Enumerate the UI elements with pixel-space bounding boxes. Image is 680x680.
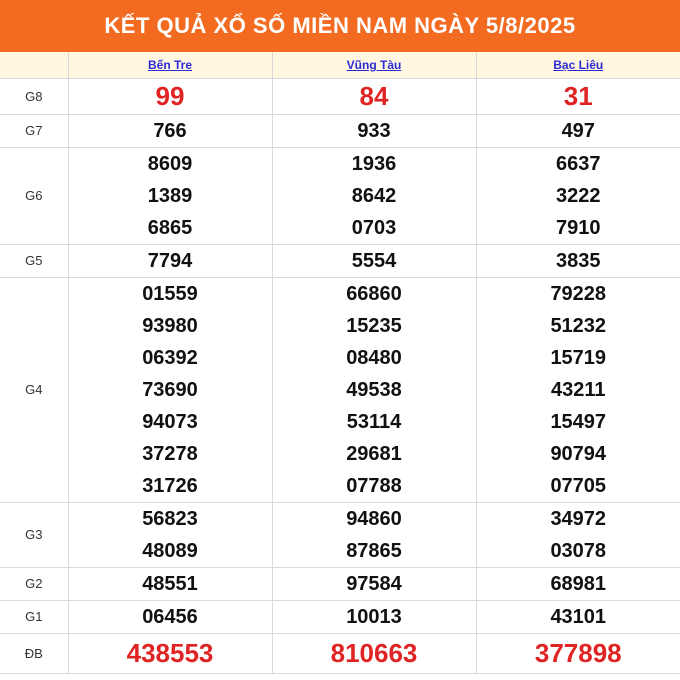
result-number: 07705 (550, 474, 607, 497)
result-number: 29681 (346, 442, 402, 465)
result-number: 99 (155, 81, 185, 111)
special-prize-number: 810663 (330, 638, 418, 668)
result-cell (476, 114, 680, 147)
province-header (476, 52, 680, 78)
page-title: KẾT QUẢ XỔ SỐ MIỀN NAM NGÀY 5/8/2025 (0, 0, 680, 52)
result-number: 7910 (556, 216, 601, 239)
result-number: 933 (357, 119, 391, 142)
result-cell (68, 567, 272, 600)
result-number: 1389 (147, 184, 193, 207)
result-cell (476, 600, 680, 633)
result-cell (68, 244, 272, 277)
result-cell (68, 502, 272, 567)
result-number: 07788 (346, 474, 402, 497)
result-number: 08480 (346, 346, 402, 369)
result-number: 5554 (351, 249, 397, 272)
prize-label: G6 (0, 147, 68, 244)
prize-label: G7 (0, 114, 68, 147)
result-cell (476, 277, 680, 502)
result-number: 03078 (550, 539, 607, 562)
result-number: 51232 (550, 314, 607, 337)
result-number: 79228 (550, 282, 607, 305)
prize-row-special (0, 633, 680, 673)
result-number: 93980 (142, 314, 198, 337)
special-prize-number: 377898 (534, 638, 622, 668)
result-number: 48089 (142, 539, 198, 562)
result-cell (68, 147, 272, 244)
result-number: 43211 (550, 378, 606, 401)
result-cell (476, 147, 680, 244)
result-cell (272, 147, 476, 244)
prize-row-g6 (0, 147, 680, 244)
result-cell (68, 78, 272, 114)
prize-row-g5 (0, 244, 680, 277)
result-number: 0703 (351, 216, 397, 239)
result-number: 97584 (346, 572, 402, 595)
result-number: 87865 (346, 539, 402, 562)
prize-label: G2 (0, 567, 68, 600)
result-number: 66860 (346, 282, 402, 305)
result-cell (272, 567, 476, 600)
prize-label: G1 (0, 600, 68, 633)
result-cell (476, 502, 680, 567)
result-number: 1936 (351, 152, 397, 175)
result-cell (476, 633, 680, 673)
result-number: 3222 (556, 184, 601, 207)
prize-row-g3 (0, 502, 680, 567)
prize-label: G5 (0, 244, 68, 277)
result-number: 766 (153, 119, 187, 142)
result-number: 94073 (142, 410, 198, 433)
province-link[interactable]: Vũng Tàu (346, 57, 402, 72)
province-header-row (0, 52, 680, 78)
prize-row-g2 (0, 567, 680, 600)
province-link[interactable]: Bạc Liêu (553, 57, 604, 72)
prize-label: ĐB (0, 633, 68, 673)
prize-row-g1 (0, 600, 680, 633)
province-header (272, 52, 476, 78)
result-cell (272, 78, 476, 114)
result-number: 15235 (346, 314, 402, 337)
result-cell (272, 502, 476, 567)
result-number: 06456 (142, 605, 198, 628)
result-number: 3835 (556, 249, 601, 272)
result-cell (68, 600, 272, 633)
result-number: 94860 (346, 507, 402, 530)
prize-label: G4 (0, 277, 68, 502)
prize-label: G8 (0, 78, 68, 114)
result-cell (476, 567, 680, 600)
result-cell (476, 244, 680, 277)
result-cell (68, 114, 272, 147)
result-number: 31 (563, 81, 593, 111)
result-number: 73690 (142, 378, 198, 401)
result-number: 6637 (556, 152, 601, 175)
result-number: 49538 (346, 378, 402, 401)
result-cell (68, 277, 272, 502)
result-cell (68, 633, 272, 673)
result-number: 6865 (147, 216, 193, 239)
prize-row-g7 (0, 114, 680, 147)
result-cell (272, 244, 476, 277)
province-link[interactable]: Bến Tre (147, 57, 192, 72)
result-number: 31726 (142, 474, 198, 497)
result-number: 15719 (550, 346, 607, 369)
result-number: 497 (561, 119, 595, 142)
result-number: 10013 (346, 605, 402, 628)
result-number: 8642 (351, 184, 397, 207)
result-cell (272, 114, 476, 147)
result-cell (272, 633, 476, 673)
result-number: 06392 (142, 346, 198, 369)
prize-row-g4 (0, 277, 680, 502)
result-number: 84 (359, 81, 389, 111)
prize-row-g8 (0, 78, 680, 114)
result-number: 56823 (142, 507, 198, 530)
result-number: 53114 (346, 410, 402, 433)
result-number: 8609 (147, 152, 193, 175)
result-number: 7794 (147, 249, 193, 272)
result-number: 90794 (550, 442, 607, 465)
result-cell (272, 600, 476, 633)
province-header (68, 52, 272, 78)
special-prize-number: 438553 (126, 638, 214, 668)
prize-label: G3 (0, 502, 68, 567)
corner-cell (0, 52, 68, 78)
result-number: 48551 (142, 572, 198, 595)
results-table (0, 52, 680, 674)
result-number: 43101 (550, 605, 607, 628)
result-number: 37278 (142, 442, 198, 465)
result-number: 01559 (142, 282, 198, 305)
result-number: 15497 (550, 410, 607, 433)
result-number: 68981 (550, 572, 607, 595)
result-cell (476, 78, 680, 114)
result-number: 34972 (550, 507, 607, 530)
result-cell (272, 277, 476, 502)
